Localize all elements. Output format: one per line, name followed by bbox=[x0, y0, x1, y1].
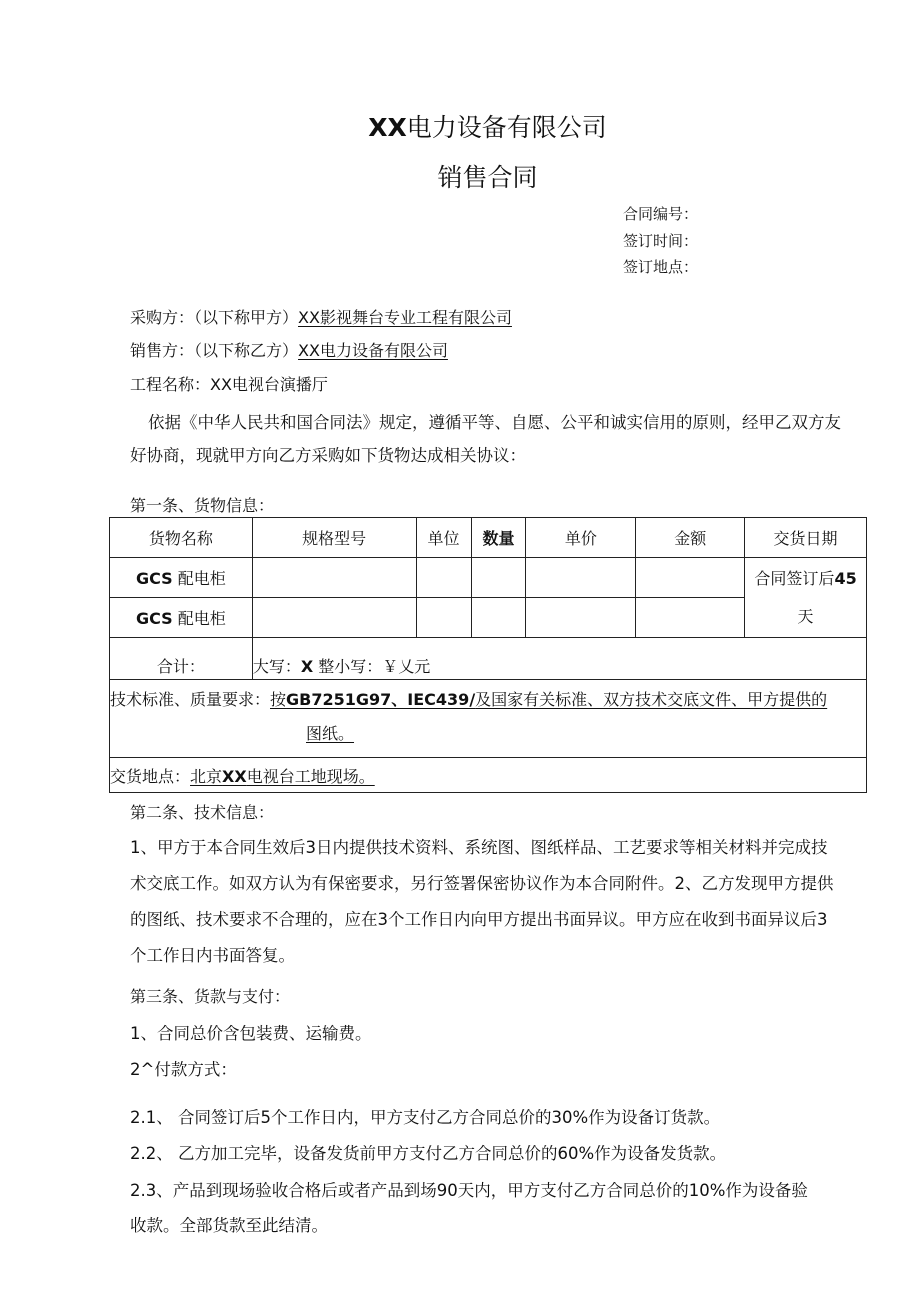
intro-line-1: 依据《中华人民共和国合同法》规定，遵循平等、自愿、公平和诚实信用的原则，经甲乙双方友 bbox=[148, 413, 841, 432]
tech-row bbox=[110, 680, 867, 758]
section1-heading: 第一条、货物信息： bbox=[130, 496, 275, 515]
col-header: 金额 bbox=[636, 518, 745, 558]
payment-term-1: 2.1、 合同签订后5个工作日内，甲方支付乙方合同总价的30%作为设备订货款。 bbox=[130, 1108, 721, 1127]
price-cell bbox=[526, 558, 636, 598]
place-text-b: XX bbox=[222, 766, 247, 786]
tech-text-c: 及国家有关标准、双方技术交底文件、甲方提供的 bbox=[475, 690, 828, 709]
tech-standard-cell bbox=[110, 680, 867, 758]
total-label: 合计： bbox=[110, 638, 253, 680]
company-title bbox=[0, 108, 920, 144]
col-header: 数量 bbox=[471, 518, 526, 558]
contract-no-label: 合同编号： bbox=[623, 205, 699, 223]
sign-time-label: 签订时间： bbox=[623, 232, 699, 250]
intro-line-2: 好协商，现就甲方向乙方采购如下货物达成相关协议： bbox=[130, 446, 526, 465]
buyer-line bbox=[130, 305, 512, 328]
sign-place-label: 签订地点： bbox=[623, 258, 699, 276]
goods-code: GCS bbox=[136, 569, 173, 588]
goods-text: 配电柜 bbox=[177, 609, 226, 628]
table-header-row bbox=[110, 518, 867, 558]
company-name: 电力设备有限公司 bbox=[406, 113, 607, 142]
table-row bbox=[110, 558, 867, 598]
payment-term-2: 2.2、 乙方加工完毕，设备发货前甲方支付乙方合同总价的60%作为设备发货款。 bbox=[130, 1144, 727, 1163]
project-name: 工程名称：XX电视台演播厅 bbox=[130, 375, 328, 394]
seller-name: XX电力设备有限公司 bbox=[298, 341, 448, 360]
price-cell bbox=[526, 598, 636, 638]
tech-label: 技术标准、质量要求： bbox=[110, 690, 271, 709]
place-label: 交货地点： bbox=[110, 766, 191, 786]
col-header: 规格型号 bbox=[252, 518, 416, 558]
goods-table bbox=[109, 517, 867, 793]
amount-cell bbox=[636, 598, 745, 638]
seller-line bbox=[130, 338, 448, 361]
spec-cell bbox=[252, 558, 416, 598]
place-row bbox=[110, 758, 867, 793]
payment-item-2: 2^付款方式： bbox=[130, 1060, 237, 1079]
total-upper-label: 大写： bbox=[252, 657, 301, 676]
total-row bbox=[110, 638, 867, 680]
place-text-c: 电视台工地现场。 bbox=[246, 766, 375, 786]
amount-cell bbox=[636, 558, 745, 598]
section2-body bbox=[130, 830, 865, 974]
total-value bbox=[252, 638, 866, 680]
unit-cell bbox=[416, 598, 471, 638]
tech-text-b: GB7251G97、IEC439/ bbox=[286, 690, 476, 709]
qty-cell bbox=[471, 598, 526, 638]
section2-line-1: 1、甲方于本合同生效后3日内提供技术资料、系统图、图纸样品、工艺要求等相关材料并完成技 bbox=[130, 838, 828, 857]
tech-text bbox=[270, 690, 827, 709]
spec-cell bbox=[252, 598, 416, 638]
payment-term-3-line-2: 收款。全部货款至此结清。 bbox=[130, 1216, 328, 1235]
col-header: 单位 bbox=[416, 518, 471, 558]
total-rest: 整小写：￥乂元 bbox=[318, 657, 431, 676]
col-header: 货物名称 bbox=[110, 518, 253, 558]
goods-name-cell bbox=[110, 598, 253, 638]
doc-title: 销售合同 bbox=[437, 163, 538, 192]
col-header: 交货日期 bbox=[745, 518, 867, 558]
total-x: X bbox=[300, 657, 314, 676]
goods-name-cell bbox=[110, 558, 253, 598]
delivery-days: 45 bbox=[834, 568, 857, 588]
buyer-name: XX影视舞台专业工程有限公司 bbox=[298, 308, 512, 327]
section2-line-3: 的图纸、技术要求不合理的，应在3个工作日内向甲方提出书面异议。甲方应在收到书面异议后3 bbox=[130, 910, 828, 929]
unit-cell bbox=[416, 558, 471, 598]
delivery-date-cell bbox=[745, 558, 867, 638]
section2-heading: 第二条、技术信息： bbox=[130, 803, 275, 822]
goods-code: GCS bbox=[136, 609, 173, 628]
delivery-suffix: 天 bbox=[797, 606, 814, 626]
section2-line-2: 术交底工作。如双方认为有保密要求，另行签署保密协议作为本合同附件。2、乙方发现甲方提供 bbox=[130, 874, 834, 893]
payment-item-1: 1、合同总价含包装费、运输费。 bbox=[130, 1024, 372, 1043]
payment-term-3-line-1: 2.3、产品到现场验收合格后或者产品到场90天内，甲方支付乙方合同总价的10%作为设备验 bbox=[130, 1181, 808, 1200]
seller-label: 销售方：（以下称乙方） bbox=[130, 341, 299, 360]
section2-line-4: 个工作日内书面答复。 bbox=[130, 946, 295, 965]
place-text bbox=[190, 767, 375, 786]
qty-cell bbox=[471, 558, 526, 598]
place-text-a: 北京 bbox=[190, 766, 223, 786]
company-prefix: XX bbox=[368, 113, 407, 142]
tech-text-a: 按 bbox=[270, 690, 287, 709]
tech-text-d: 图纸。 bbox=[306, 724, 355, 743]
col-header: 单价 bbox=[526, 518, 636, 558]
delivery-place-cell bbox=[110, 758, 867, 793]
section3-heading: 第三条、货款与支付： bbox=[130, 987, 291, 1006]
buyer-label: 采购方：（以下称甲方） bbox=[130, 308, 299, 327]
delivery-prefix: 合同签订后 bbox=[754, 568, 835, 588]
goods-text: 配电柜 bbox=[177, 569, 226, 588]
